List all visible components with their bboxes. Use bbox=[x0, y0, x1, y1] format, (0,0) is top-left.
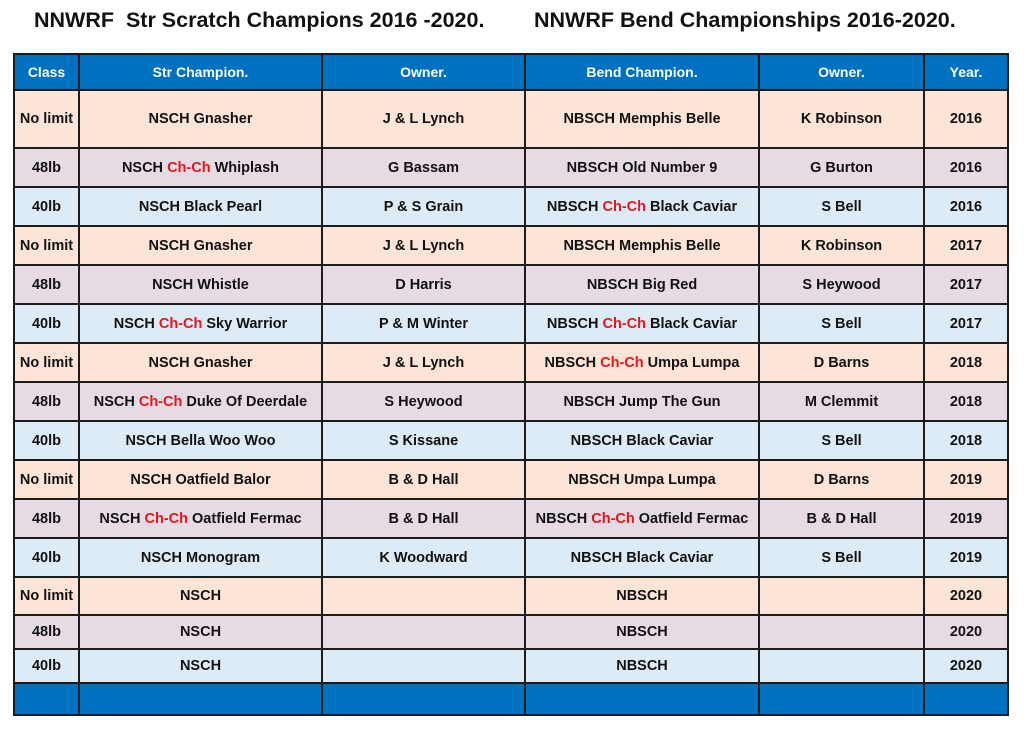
table-row bbox=[14, 90, 1008, 148]
bend-owner-cell bbox=[759, 577, 924, 615]
str-champion-cell bbox=[79, 538, 322, 577]
table-row bbox=[14, 460, 1008, 499]
champion-name-prefix: NBSCH Big Red bbox=[586, 276, 698, 293]
champion-name-prefix: NBSCH Memphis Belle bbox=[563, 237, 721, 254]
header-bend-owner: Owner. bbox=[759, 54, 924, 90]
header-str-champion: Str Champion. bbox=[79, 54, 322, 90]
year-cell: 2020 bbox=[924, 577, 1008, 615]
table-row bbox=[14, 226, 1008, 265]
year-cell: 2016 bbox=[924, 148, 1008, 187]
year-cell: 2016 bbox=[924, 187, 1008, 226]
bend-champion-cell bbox=[525, 538, 759, 577]
champion-name-prefix: NBSCH Umpa Lumpa bbox=[568, 471, 716, 488]
bend-champion-cell bbox=[525, 265, 759, 304]
champion-name-suffix: Umpa Lumpa bbox=[643, 354, 740, 371]
class-cell: No limit bbox=[14, 343, 79, 382]
year-cell: 2017 bbox=[924, 304, 1008, 343]
class-cell: No limit bbox=[14, 460, 79, 499]
header-str-owner: Owner. bbox=[322, 54, 525, 90]
champion-name-prefix: NBSCH bbox=[616, 588, 668, 604]
table-row bbox=[14, 649, 1008, 683]
champion-name-suffix: Oatfield Fermac bbox=[634, 510, 749, 527]
str-owner-cell: J & L Lynch bbox=[322, 226, 525, 265]
champion-name-prefix: NSCH bbox=[121, 159, 168, 176]
year-cell: 2018 bbox=[924, 382, 1008, 421]
str-owner-cell: B & D Hall bbox=[322, 499, 525, 538]
bend-owner-cell: K Robinson bbox=[759, 90, 924, 148]
bend-champion-cell bbox=[525, 382, 759, 421]
class-cell: 48lb bbox=[14, 265, 79, 304]
champion-name-prefix: NBSCH bbox=[616, 624, 668, 640]
ch-ch-title: Ch-Ch bbox=[144, 510, 188, 527]
ch-ch-title: Ch-Ch bbox=[138, 393, 183, 410]
bend-champion-cell bbox=[525, 343, 759, 382]
str-champion-cell bbox=[79, 421, 322, 460]
class-cell: 48lb bbox=[14, 382, 79, 421]
table-row bbox=[14, 538, 1008, 577]
champion-name-prefix: NBSCH Black Caviar bbox=[570, 549, 714, 566]
str-owner-cell: P & S Grain bbox=[322, 187, 525, 226]
bend-owner-cell: M Clemmit bbox=[759, 382, 924, 421]
bend-owner-cell: S Heywood bbox=[759, 265, 924, 304]
year-cell: 2017 bbox=[924, 226, 1008, 265]
str-owner-cell bbox=[322, 615, 525, 649]
bend-owner-cell: S Bell bbox=[759, 304, 924, 343]
str-champion-cell bbox=[79, 265, 322, 304]
table-row bbox=[14, 148, 1008, 187]
bend-owner-cell: D Barns bbox=[759, 343, 924, 382]
bend-owner-cell: D Barns bbox=[759, 460, 924, 499]
champion-name-prefix: NSCH Oatfield Balor bbox=[130, 471, 271, 488]
table-header-row bbox=[14, 54, 1008, 90]
champion-name-prefix: NSCH Black Pearl bbox=[138, 198, 263, 215]
bend-owner-cell: K Robinson bbox=[759, 226, 924, 265]
bend-owner-cell: S Bell bbox=[759, 538, 924, 577]
champions-table bbox=[13, 53, 1009, 716]
str-champion-cell bbox=[79, 343, 322, 382]
str-champion-cell bbox=[79, 187, 322, 226]
class-cell: 48lb bbox=[14, 499, 79, 538]
class-cell: No limit bbox=[14, 90, 79, 148]
champion-name-suffix: Black Caviar bbox=[646, 198, 738, 215]
champion-name-prefix: NSCH bbox=[179, 588, 222, 604]
champion-name-prefix: NBSCH bbox=[544, 354, 601, 371]
table-row bbox=[14, 187, 1008, 226]
bend-championships-title: NNWRF Bend Championships 2016-2020. bbox=[534, 8, 956, 32]
str-owner-cell: P & M Winter bbox=[322, 304, 525, 343]
class-cell: No limit bbox=[14, 577, 79, 615]
champion-name-prefix: NSCH Gnasher bbox=[148, 237, 253, 254]
champion-name-prefix: NBSCH Jump The Gun bbox=[563, 393, 721, 410]
str-owner-cell bbox=[322, 577, 525, 615]
bend-owner-cell bbox=[759, 615, 924, 649]
champion-name-prefix: NBSCH bbox=[546, 198, 603, 215]
table-row bbox=[14, 615, 1008, 649]
str-owner-cell: S Kissane bbox=[322, 421, 525, 460]
champion-name-prefix: NSCH Bella Woo Woo bbox=[125, 432, 276, 449]
year-cell: 2017 bbox=[924, 265, 1008, 304]
table-footer-row bbox=[14, 683, 1008, 715]
table-row bbox=[14, 382, 1008, 421]
champion-name-prefix: NSCH Gnasher bbox=[148, 354, 253, 371]
class-cell: 40lb bbox=[14, 538, 79, 577]
champion-name-prefix: NBSCH bbox=[546, 315, 603, 332]
year-cell: 2016 bbox=[924, 90, 1008, 148]
class-cell: No limit bbox=[14, 226, 79, 265]
table-body bbox=[14, 90, 1008, 683]
year-cell: 2020 bbox=[924, 649, 1008, 683]
str-owner-cell bbox=[322, 649, 525, 683]
champion-name-prefix: NSCH bbox=[179, 624, 222, 640]
footer-cell bbox=[759, 683, 924, 715]
year-cell: 2019 bbox=[924, 538, 1008, 577]
champion-name-prefix: NBSCH Black Caviar bbox=[570, 432, 714, 449]
bend-owner-cell: G Burton bbox=[759, 148, 924, 187]
table-row bbox=[14, 265, 1008, 304]
champion-name-suffix: Black Caviar bbox=[646, 315, 738, 332]
bend-owner-cell bbox=[759, 649, 924, 683]
bend-champion-cell bbox=[525, 187, 759, 226]
champion-name-prefix: NSCH Gnasher bbox=[148, 111, 253, 127]
str-owner-cell: K Woodward bbox=[322, 538, 525, 577]
class-cell: 48lb bbox=[14, 148, 79, 187]
bend-champion-cell bbox=[525, 226, 759, 265]
str-owner-cell: J & L Lynch bbox=[322, 343, 525, 382]
table-row bbox=[14, 304, 1008, 343]
str-champion-cell bbox=[79, 226, 322, 265]
class-cell: 40lb bbox=[14, 421, 79, 460]
str-champion-cell bbox=[79, 649, 322, 683]
str-owner-cell: G Bassam bbox=[322, 148, 525, 187]
header-year: Year. bbox=[924, 54, 1008, 90]
footer-cell bbox=[14, 683, 79, 715]
champion-name-prefix: NSCH bbox=[113, 315, 159, 332]
champion-name-prefix: NBSCH Memphis Belle bbox=[563, 111, 721, 127]
champion-name-prefix: NBSCH Old Number 9 bbox=[566, 159, 718, 176]
bend-owner-cell: B & D Hall bbox=[759, 499, 924, 538]
bend-champion-cell bbox=[525, 421, 759, 460]
ch-ch-title: Ch-Ch bbox=[600, 354, 644, 371]
bend-champion-cell bbox=[525, 460, 759, 499]
class-cell: 40lb bbox=[14, 304, 79, 343]
class-cell: 40lb bbox=[14, 187, 79, 226]
bend-champion-cell bbox=[525, 649, 759, 683]
bend-champion-cell bbox=[525, 577, 759, 615]
class-cell: 48lb bbox=[14, 615, 79, 649]
year-cell: 2018 bbox=[924, 421, 1008, 460]
champion-name-prefix: NSCH bbox=[93, 393, 139, 410]
champion-name-suffix: Sky Warrior bbox=[202, 315, 288, 332]
str-owner-cell: B & D Hall bbox=[322, 460, 525, 499]
ch-ch-title: Ch-Ch bbox=[602, 198, 646, 215]
champion-name-prefix: NBSCH bbox=[616, 658, 668, 674]
bend-champion-cell bbox=[525, 615, 759, 649]
str-champion-cell bbox=[79, 577, 322, 615]
bend-champion-cell bbox=[525, 148, 759, 187]
ch-ch-title: Ch-Ch bbox=[602, 315, 646, 332]
str-champion-cell bbox=[79, 499, 322, 538]
footer-cell bbox=[525, 683, 759, 715]
titles-bar bbox=[0, 8, 1024, 44]
year-cell: 2018 bbox=[924, 343, 1008, 382]
champion-name-suffix: Duke Of Deerdale bbox=[182, 393, 308, 410]
str-champion-cell bbox=[79, 304, 322, 343]
table-row bbox=[14, 577, 1008, 615]
str-champion-cell bbox=[79, 90, 322, 148]
str-scratch-title: NNWRF Str Scratch Champions 2016 -2020. bbox=[34, 8, 485, 32]
table-row bbox=[14, 343, 1008, 382]
class-cell: 40lb bbox=[14, 649, 79, 683]
str-champion-cell bbox=[79, 148, 322, 187]
str-champion-cell bbox=[79, 460, 322, 499]
str-champion-cell bbox=[79, 615, 322, 649]
table-row bbox=[14, 421, 1008, 460]
year-cell: 2020 bbox=[924, 615, 1008, 649]
ch-ch-title: Ch-Ch bbox=[158, 315, 203, 332]
ch-ch-title: Ch-Ch bbox=[167, 159, 211, 176]
str-owner-cell: S Heywood bbox=[322, 382, 525, 421]
bend-owner-cell: S Bell bbox=[759, 187, 924, 226]
champion-name-prefix: NSCH bbox=[99, 510, 145, 527]
table-row bbox=[14, 499, 1008, 538]
champion-name-suffix: Oatfield Fermac bbox=[188, 510, 302, 527]
champion-name-prefix: NSCH Whistle bbox=[152, 276, 249, 293]
footer-cell bbox=[322, 683, 525, 715]
footer-cell bbox=[79, 683, 322, 715]
str-owner-cell: D Harris bbox=[322, 265, 525, 304]
ch-ch-title: Ch-Ch bbox=[591, 510, 635, 527]
footer-cell bbox=[924, 683, 1008, 715]
bend-champion-cell bbox=[525, 304, 759, 343]
header-bend-champion: Bend Champion. bbox=[525, 54, 759, 90]
bend-champion-cell bbox=[525, 90, 759, 148]
champion-name-prefix: NBSCH bbox=[535, 510, 592, 527]
header-class: Class bbox=[14, 54, 79, 90]
str-champion-cell bbox=[79, 382, 322, 421]
bend-champion-cell bbox=[525, 499, 759, 538]
champion-name-suffix: Whiplash bbox=[210, 159, 280, 176]
champion-name-prefix: NSCH Monogram bbox=[140, 549, 261, 566]
str-owner-cell: J & L Lynch bbox=[322, 90, 525, 148]
year-cell: 2019 bbox=[924, 499, 1008, 538]
bend-owner-cell: S Bell bbox=[759, 421, 924, 460]
champion-name-prefix: NSCH bbox=[179, 658, 222, 674]
year-cell: 2019 bbox=[924, 460, 1008, 499]
